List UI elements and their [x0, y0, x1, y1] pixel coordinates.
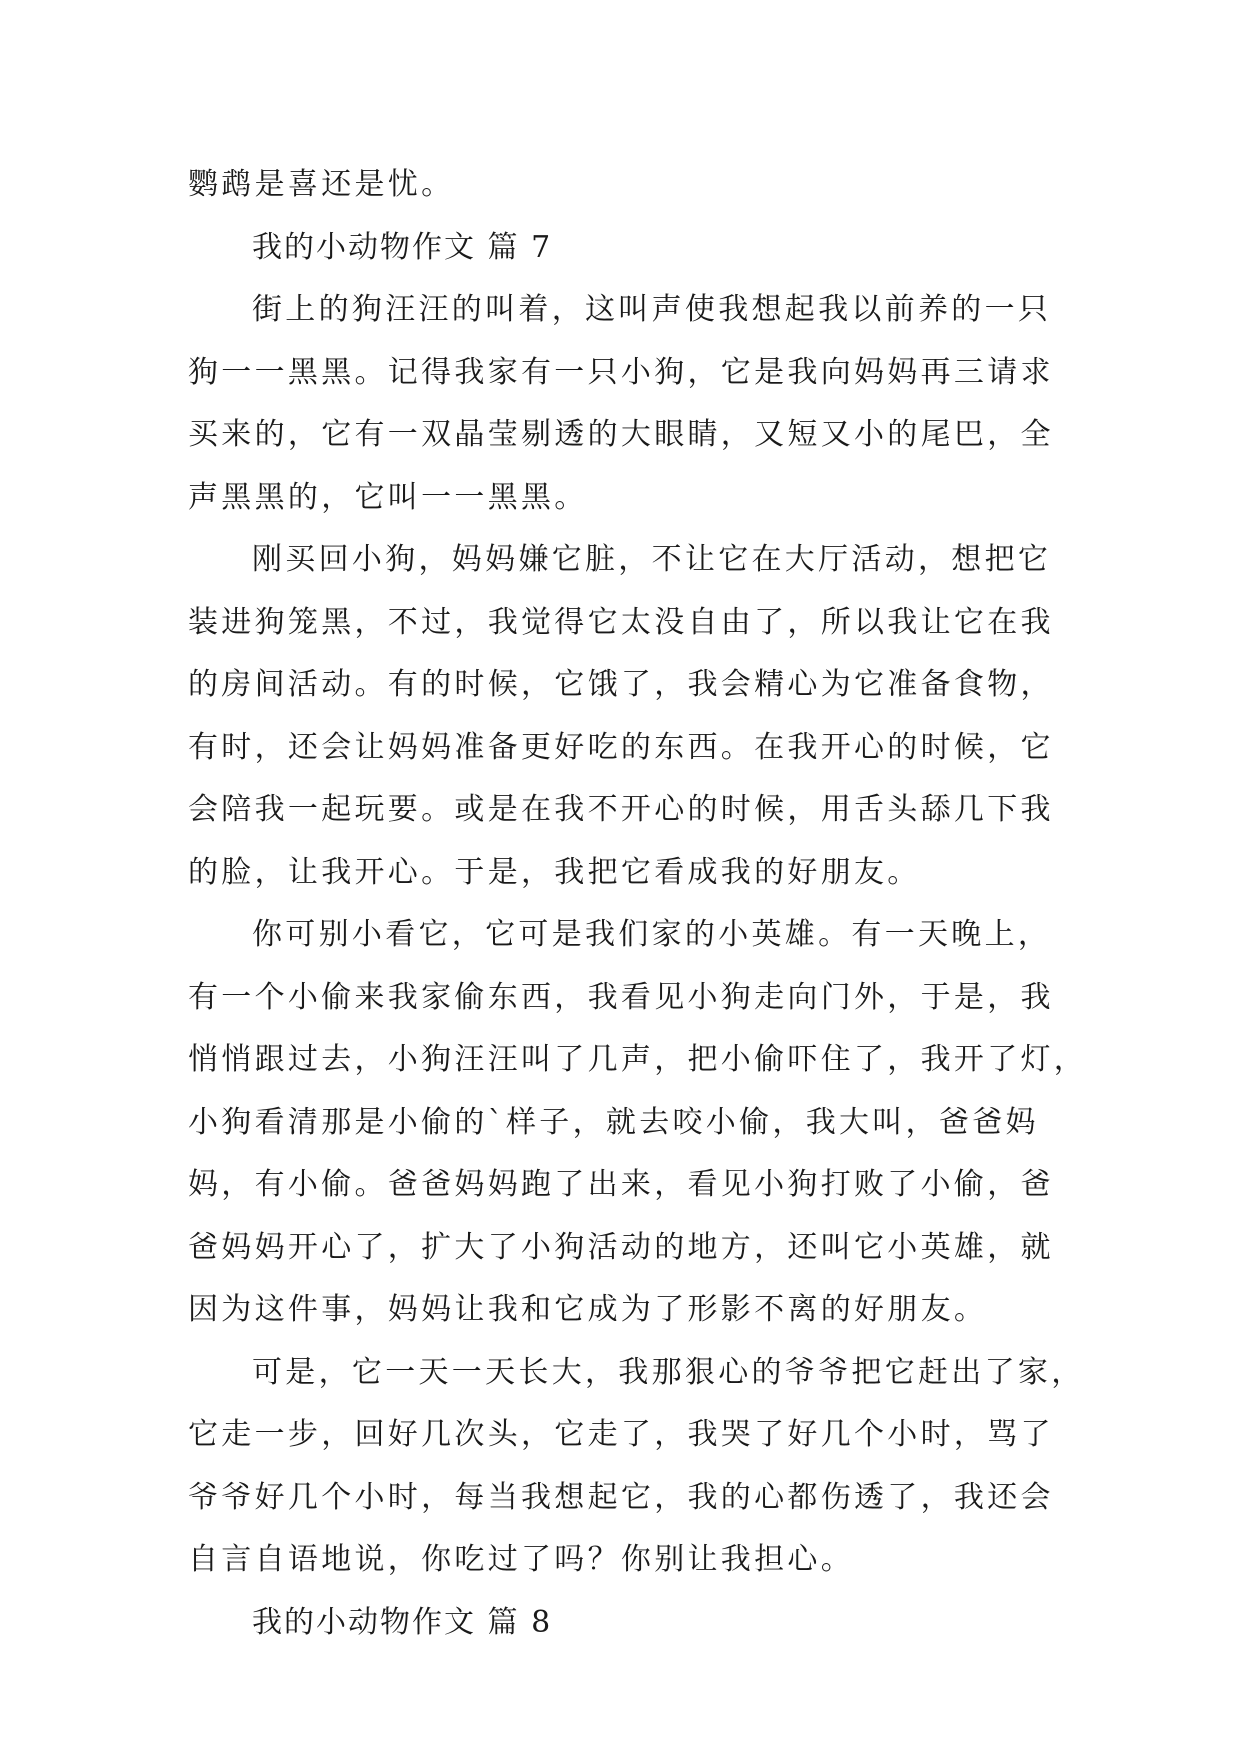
text-line: 因为这件事，妈妈让我和它成为了形影不离的好朋友。 — [188, 1292, 988, 1327]
text-line: 你可别小看它，它可是我们家的小英雄。有一天晚上， — [252, 917, 1052, 952]
text-line: 狗一一黑黑。记得我家有一只小狗，它是我向妈妈再三请求 — [188, 355, 1054, 390]
text-line: 爸妈妈开心了，扩大了小狗活动的地方，还叫它小英雄，就 — [188, 1230, 1054, 1265]
text-line: 自言自语地说，你吃过了吗？你别让我担心。 — [188, 1542, 854, 1577]
text-line: 有一个小偷来我家偷东西，我看见小狗走向门外，于是，我 — [188, 980, 1054, 1015]
section-heading-7: 我的小动物作文 篇 7 — [252, 230, 553, 265]
text-line: 的脸，让我开心。于是，我把它看成我的好朋友。 — [188, 855, 921, 890]
text-line: 有时，还会让妈妈准备更好吃的东西。在我开心的时候，它 — [188, 730, 1054, 765]
text-line: 它走一步，回好几次头，它走了，我哭了好几个小时，骂了 — [188, 1417, 1054, 1452]
text-line: 声黑黑的，它叫一一黑黑。 — [188, 480, 588, 515]
text-line: 街上的狗汪汪的叫着，这叫声使我想起我以前养的一只 — [252, 292, 1052, 327]
text-line: 鹦鹉是喜还是忧。 — [188, 167, 455, 202]
text-line: 装进狗笼黑，不过，我觉得它太没自由了，所以我让它在我 — [188, 605, 1054, 640]
text-line: 爷爷好几个小时，每当我想起它，我的心都伤透了，我还会 — [188, 1480, 1054, 1515]
text-line: 可是，它一天一天长大，我那狠心的爷爷把它赶出了家， — [252, 1355, 1085, 1390]
text-line: 小狗看清那是小偷的`样子，就去咬小偷，我大叫，爸爸妈 — [188, 1105, 1039, 1140]
text-line: 会陪我一起玩要。或是在我不开心的时候，用舌头舔几下我 — [188, 792, 1054, 827]
text-line: 悄悄跟过去，小狗汪汪叫了几声，把小偷吓住了，我开了灯， — [188, 1042, 1088, 1077]
text-line: 买来的，它有一双晶莹剔透的大眼睛，又短又小的尾巴，全 — [188, 417, 1054, 452]
text-line: 的房间活动。有的时候，它饿了，我会精心为它准备食物， — [188, 667, 1054, 702]
text-line: 妈，有小偷。爸爸妈妈跑了出来，看见小狗打败了小偷，爸 — [188, 1167, 1054, 1202]
text-line: 刚买回小狗，妈妈嫌它脏，不让它在大厅活动，想把它 — [252, 542, 1052, 577]
section-heading-8: 我的小动物作文 篇 8 — [252, 1605, 553, 1640]
